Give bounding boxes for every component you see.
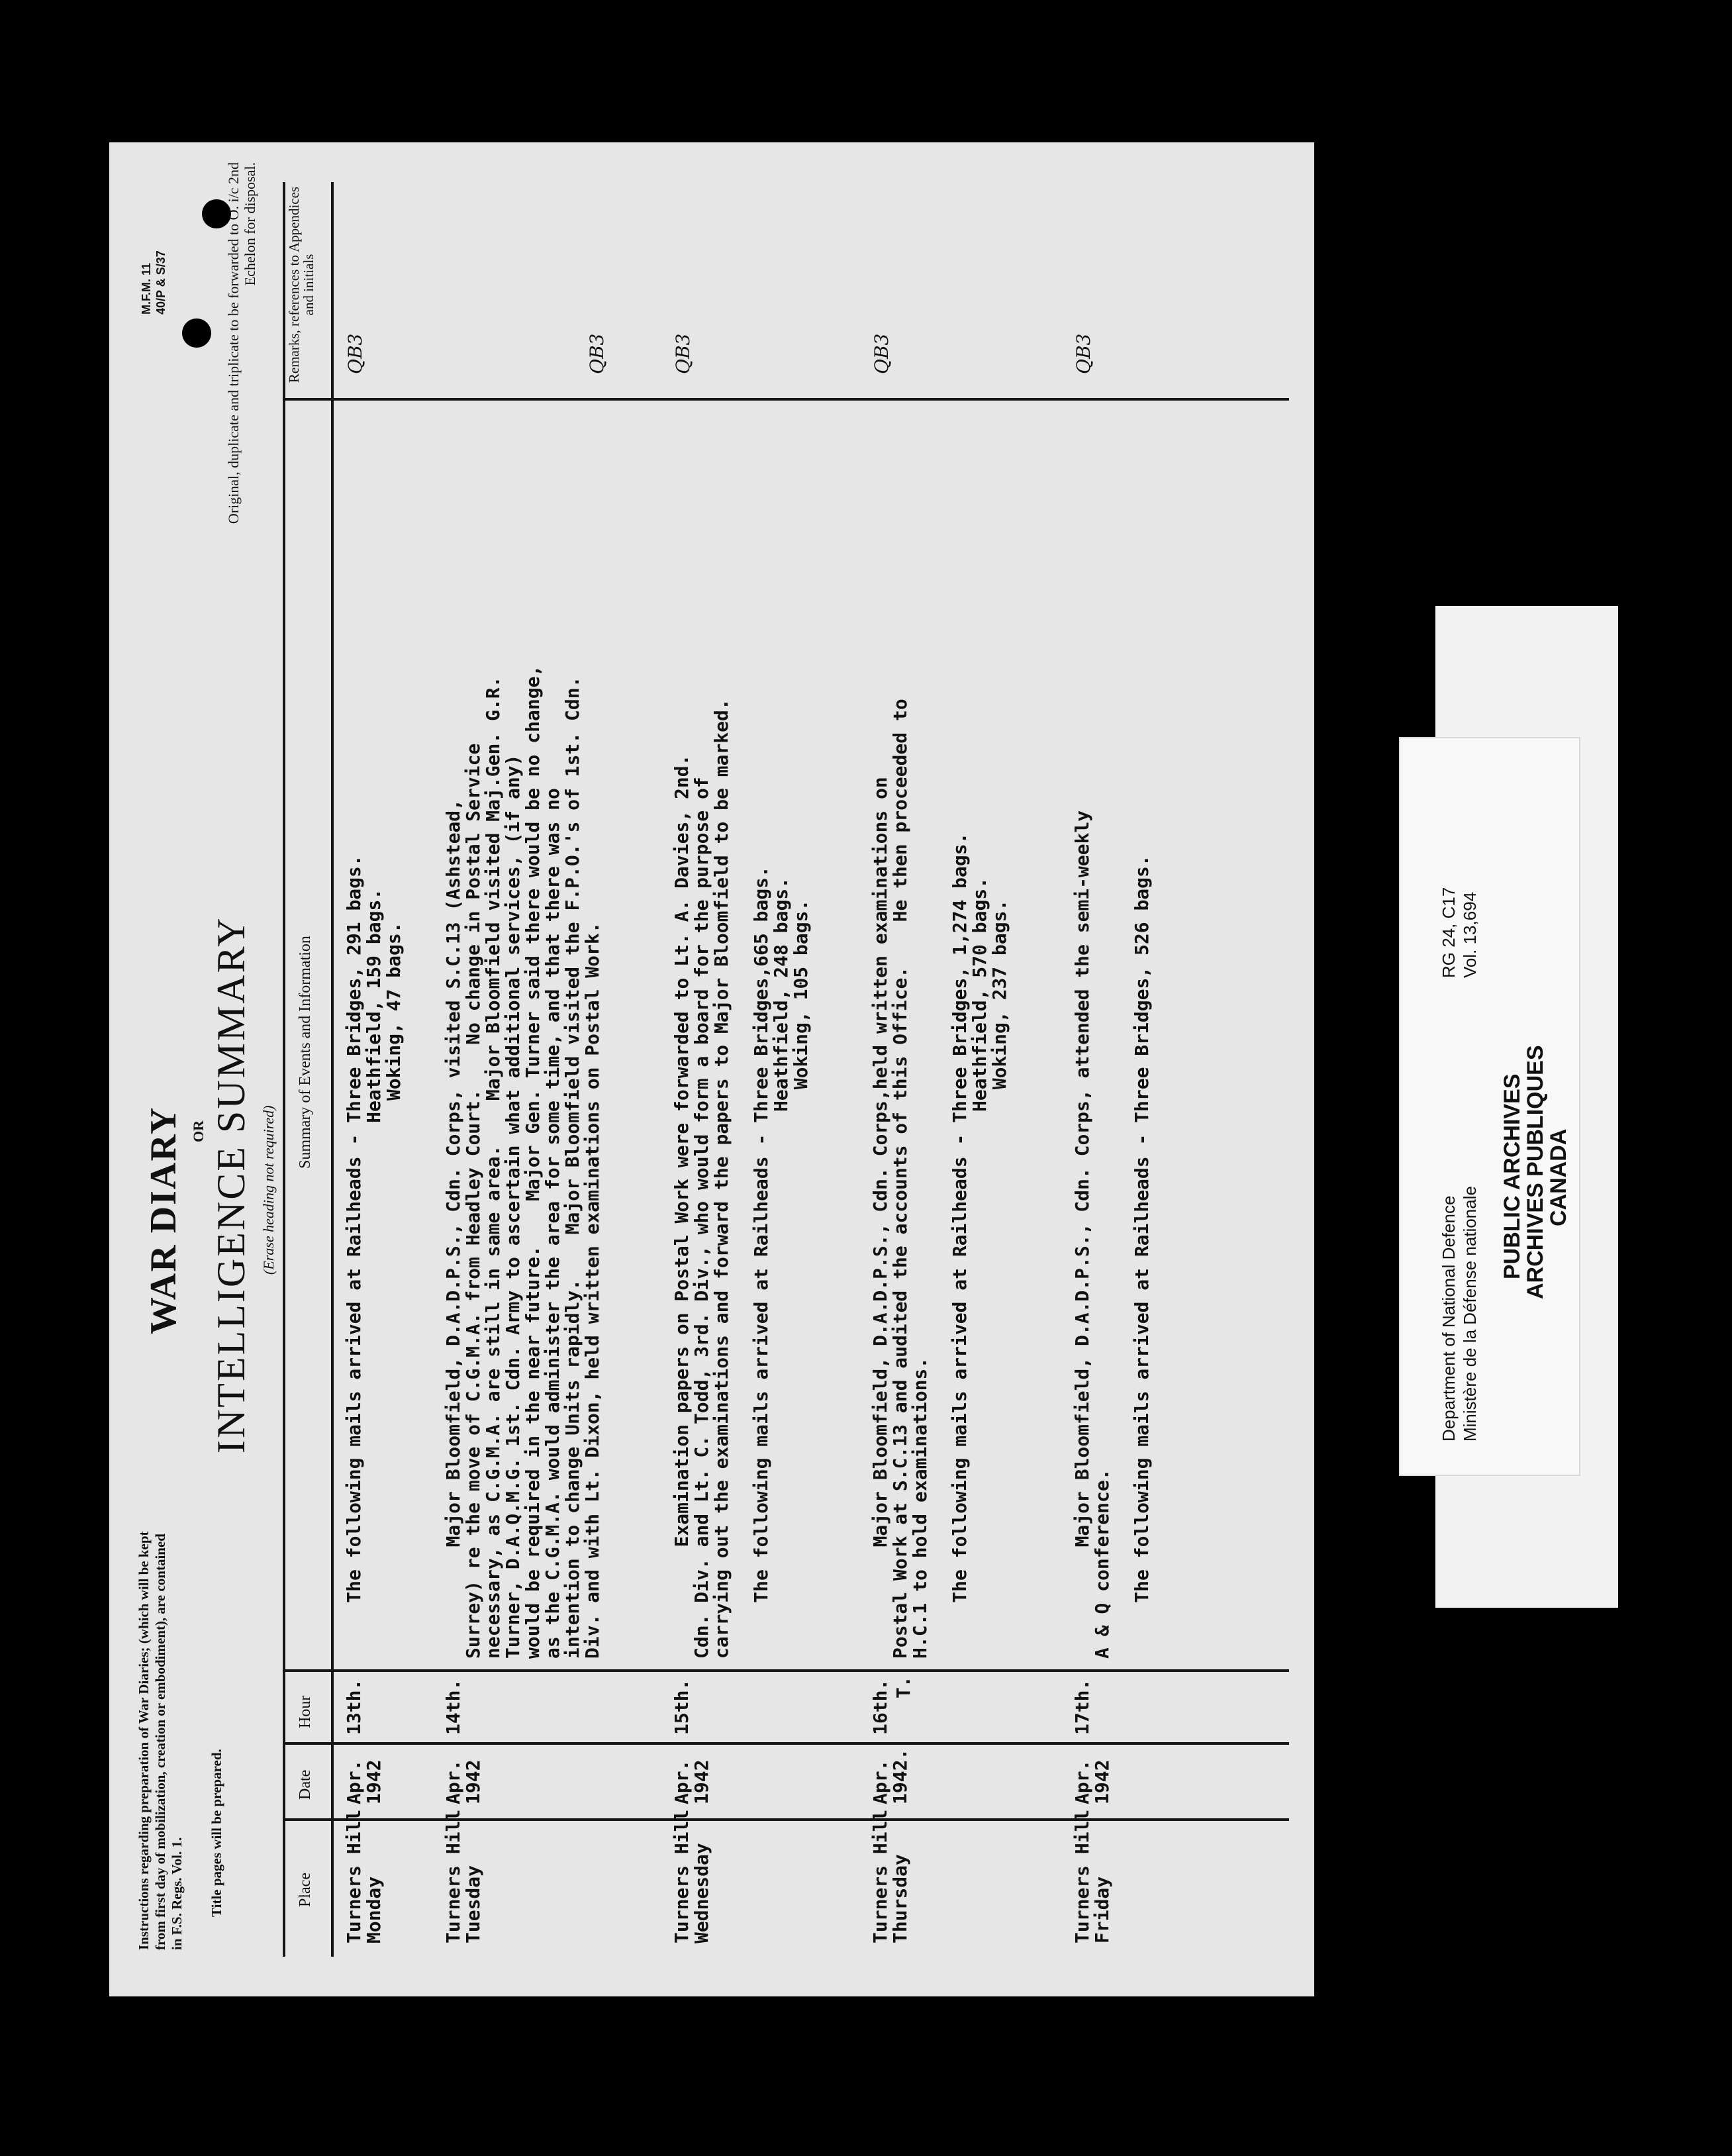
header-place: Place [297, 1873, 314, 1907]
entry-summary: Major Bloomfield, D.A.D.P.S., Cdn. Corps, visited S.C.13 (Ashstead, Surrey) re the move of C.G.M.A. from Headley Court. No change in Postal Service necessary, as C.G.M.A. are still in same area. Major Bloomfield visited Maj.Gen. G.R. Turner, D.A.Q.M.G. 1st. Cdn. Army to ascertain what additional services, (if any) would be required in the near future. Major Gen. Turner said there would be no change, as the C.G.M.A. would administer the area for some time, and that there was no intention to change Units rapidly. Major Bloomfield visited the F.P.O.'s of 1st. Cdn. Div. and with Lt. Dixon, held written examinations on Postal Work. [442, 665, 603, 1659]
header-hour: Hour [297, 1695, 314, 1728]
entry-summary: Major Bloomfield, D.A.D.P.S., Cdn. Corps, attended the semi-weekly A & Q conference. The following mails arrived at Railheads - Three Bridges, 526 bags. [1071, 810, 1153, 1659]
entry-date: Apr. 1942 [442, 1759, 484, 1804]
entry-initials: QB3 [672, 333, 694, 374]
entry-t-mark: T. [892, 1676, 914, 1698]
entry-place: Turners Hill Monday [343, 1809, 385, 1943]
header-bottom-rule [331, 182, 334, 1957]
entry-hour: 14th. [442, 1679, 464, 1735]
label-dept-en: Department of National Defence [1439, 1195, 1459, 1442]
title-war-diary: WAR DIARY [143, 1106, 184, 1334]
form-number-line1: M.F.M. 11 [140, 262, 153, 315]
label-archives-publiques: ARCHIVES PUBLIQUES [1523, 1045, 1548, 1299]
archive-label-content [1400, 738, 1579, 1475]
header-top-rule [283, 182, 285, 1957]
entry-place: Turners Hill Tuesday [442, 1809, 484, 1943]
title-or: OR [190, 1120, 207, 1142]
entry-initials: QB3 [344, 333, 366, 374]
header-summary: Summary of Events and Information [297, 936, 314, 1169]
entry-summary: The following mails arrived at Railheads - Three Bridges, 291 bags. Heathfield, 159 bags. Woking, 47 bags. [343, 855, 405, 1603]
entry-place: Turners Hill Friday [1071, 1809, 1113, 1943]
label-volume: Vol. 13,694 [1460, 891, 1480, 978]
entry-hour: 17th. [1071, 1679, 1093, 1735]
entry-date: Apr. 1942. [869, 1748, 911, 1804]
entry-place: Turners Hill Thursday [869, 1809, 911, 1943]
header-remarks: Remarks, references to Appendices and initials [286, 186, 316, 383]
entry-summary: Major Bloomfield, D.A.D.P.S., Cdn. Corps,held written examinations on Postal Work at S.C.13 and audited the accounts of this Office. He then proceeded to H.C.1 to hold examinations. The following mails arrived at Railheads - Three Bridges, 1,274 bags. Heathfield, 570 bags. Woking, 237 bags. [869, 699, 1010, 1659]
entry-summary: Examination papers on Postal Work were forwarded to Lt. A. Davies, 2nd. Cdn. Div. and Lt. C. Todd, 3rd. Div., who would form a board for the purpose of carrying out the examinations and forward the papers to Major Bloomfield to be marked. The following mails arrived at Railheads - Three Bridges,665 bags. Heathfield, 248 bags. Woking, 105 bags. [671, 699, 812, 1659]
label-public-archives: PUBLIC ARCHIVES [1500, 1073, 1525, 1279]
war-diary-form [109, 142, 1314, 1996]
title-pages-note: Title pages will be prepared. [209, 1749, 224, 1917]
entry-initials: QB3 [871, 333, 892, 374]
entry-initials: QB3 [586, 333, 608, 374]
header-date: Date [297, 1769, 314, 1800]
label-rg: RG 24, C17 [1439, 887, 1459, 978]
entry-hour: 15th. [671, 1679, 693, 1735]
col-rule-hour-summary [283, 1669, 1289, 1672]
instructions-note: Instructions regarding preparation of War Diaries; (which will be kept from first day of mobilization, creation or embodiment), are contained in F.S. Regs. Vol. 1. [136, 1531, 185, 1950]
entry-date: Apr. 1942 [343, 1759, 385, 1804]
entry-place: Turners Hill Wednesday [671, 1809, 712, 1943]
punch-hole-left [182, 318, 211, 348]
entry-initials: QB3 [1073, 333, 1094, 374]
form-number-line2: 40/P & S/37 [154, 250, 168, 315]
entry-date: Apr. 1942 [671, 1759, 712, 1804]
label-canada: CANADA [1546, 1128, 1571, 1226]
war-diary-sheet [109, 142, 1314, 1996]
entry-date: Apr. 1942 [1071, 1759, 1113, 1804]
title-intelligence-summary: INTELLIGENCE SUMMARY [209, 916, 253, 1453]
col-rule-summary-remarks [283, 398, 1289, 401]
col-rule-date-hour [283, 1742, 1289, 1745]
archive-reference-label [1399, 737, 1580, 1476]
form-number [139, 250, 168, 315]
col-rule-place-date [283, 1818, 1289, 1821]
erase-heading-note: (Erase heading not required) [260, 1105, 277, 1275]
entry-hour: 13th. [343, 1679, 365, 1735]
distribution-note: Original, duplicate and triplicate to be forwarded to O. i/c 2nd Echelon for disposal. [225, 162, 258, 524]
label-dept-fr: Ministère de la Défense nationale [1460, 1186, 1480, 1442]
entry-hour: 16th. [869, 1679, 891, 1735]
